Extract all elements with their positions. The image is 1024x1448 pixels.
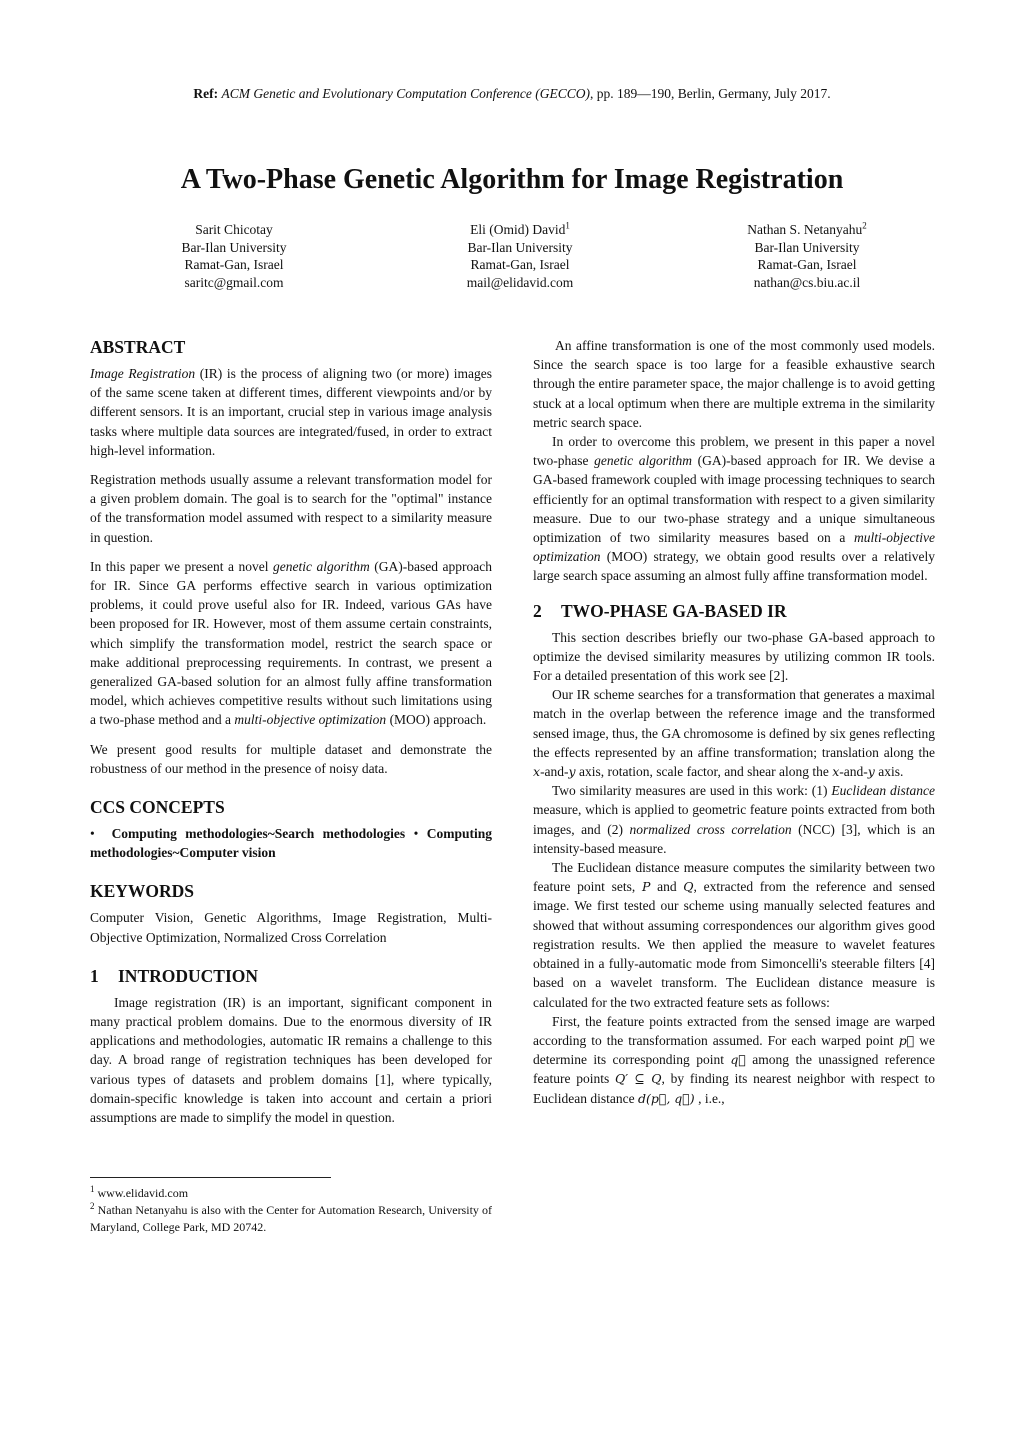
abstract-paragraph [90,364,492,460]
section2-text: axis. [874,764,904,780]
section2-text: (NCC) [3], which is an intensity-based measure. [533,821,935,856]
bullet: • [90,826,95,842]
author-name: Eli (Omid) David [470,222,566,237]
section2-text: we determine its corresponding point [533,1032,935,1068]
math-Q: Q [683,879,694,895]
right-column [533,336,935,1108]
footnote-text: Nathan Netanyahu is also with the Center for Automation Research, University of Maryland, College Park, MD 20742. [90,1203,492,1234]
abstract-paragraph [90,557,492,730]
section2-paragraph: This section describes briefly our two-phase GA-based approach to optimize the devised similarity measures by utilizing common IR tools. For a detailed presentation of this work see [2]. [533,629,935,684]
math-p-vector: p⃗ [898,1032,915,1048]
abstract-text: (GA)-based approach for IR. Since GA performs effective search in various optimization problems, it could prove useful also for IR. Indeed, various GAs have been proposed for IR. However, most of them assume certain constraints, which simplify the transformation model, restrict the search space or make additional preprocessing requirements. In contrast, we present a generalized GA-based solution for an almost fully affine transformation model, which achieves competitive results without such limitations using a two-phase method and a [90,558,492,728]
author-block-3 [697,221,917,291]
math-subset: Q′ ⊆ Q [614,1071,662,1087]
author-footnote-mark: 1 [565,220,570,231]
footnote-2 [90,1202,492,1236]
section2-text: axis, rotation, scale factor, and shear along the [575,764,833,780]
abstract-text: (MOO) approach. [386,712,487,728]
section-number: 2 [533,600,542,621]
section2-text: First, the feature points extracted from the sensed image are warped according to the transformation assumed. For each warped point [533,1013,935,1048]
term-genetic-algorithm: genetic algorithm [273,558,370,574]
footnote-1 [90,1185,492,1202]
math-q-vector: q⃗ [730,1052,746,1068]
author-email: saritc@gmail.com [184,274,284,290]
math-P: P [641,879,651,895]
math-y: y [568,764,576,780]
section2-paragraph [533,858,935,1012]
term-image-registration: Image Registration [90,366,196,381]
reference-details: , pp. 189—190, Berlin, Germany, July 2017. [589,86,831,101]
term-moo: multi-objective optimization [533,530,935,565]
author-location: Ramat-Gan, Israel [757,257,857,272]
section2-text: -and- [540,764,569,780]
author-affiliation: Bar-Ilan University [467,239,573,255]
ccs-item: Computing methodologies~Computer vision [90,826,493,861]
math-y: y [867,764,875,780]
footnote-mark: 1 [90,1184,95,1194]
footnotes [90,1185,492,1236]
section2-text: , i.e., [694,1090,725,1106]
section2-text: Two similarity measures are used in this work: (1) [552,783,832,799]
ccs-item: Computing methodologies~Search methodologies [111,826,406,842]
footnote-mark: 2 [90,1201,95,1211]
bullet: • [413,826,419,842]
section2-text: Our IR scheme searches for a transformation that generates a maximal match in the overlap between the reference image and the transformed sensed image, thus, the GA chromosome is defined by six genes reflecting the effects represented by an affine transformation; translation along the [533,687,935,760]
section2-text: measure, which is applied to geometric feature points extracted from both images, and (2) [533,802,935,837]
section2-text: The Euclidean distance measure computes the similarity between two feature point sets, [533,860,935,895]
author-footnote-mark: 2 [862,220,867,231]
intro-paragraph: An affine transformation is one of the most commonly used models. Since the search space is too large for a feasible exhaustive search through the entire parameter space, the major challenge is to avoid getting stuck at a local optimum when there are multiple extrema in the similarity metric search space. [533,338,935,430]
abstract-paragraph: Registration methods usually assume a relevant transformation model for a given problem domain. The goal is to search for the "optimal" instance of the transformation model assumed with respect to a similarity measure in question. [90,472,492,545]
reference-line [0,86,1024,102]
footnote-divider [90,1177,331,1178]
abstract-text: (IR) is the process of aligning two (or more) images of the same scene taken at different times, different viewpoints and/or by different sensors. It is an important, crucial step in various image analysis tasks where multiple data sources are integrated/fused, in order to extract high-level information. [90,366,492,458]
math-distance: d(p⃗, q⃗) [637,1090,695,1106]
section-2-heading [533,600,935,622]
abstract-paragraph: We present good results for multiple dataset and demonstrate the robustness of our method in the presence of noisy data. [90,741,492,776]
section2-text: , by finding its nearest neighbor with respect to Euclidean distance [533,1071,935,1106]
reference-label: Ref: [193,86,219,101]
abstract-heading: ABSTRACT [90,337,186,357]
ccs-heading: CCS CONCEPTS [90,797,225,818]
term-moo: multi-objective optimization [234,712,387,728]
author-block-1 [124,221,344,291]
paper-title: A Two-Phase Genetic Algorithm for Image Registration [180,164,844,195]
intro-paragraph [533,432,935,586]
intro-text: (GA)-based approach for IR. We devise a GA-based framework coupled with image processing techniques to search efficiently for an optimal transformation with respect to a given similarity measure. Due to our two-phase strategy and a unique simultaneous optimization of two similarity measures based on a [533,453,936,546]
reference-venue: ACM Genetic and Evolutionary Computation Conference (GECCO) [221,86,590,101]
keywords-heading: KEYWORDS [90,881,195,902]
term-ncc: normalized cross correlation [629,821,792,837]
intro-text: In order to overcome this problem, we present in this paper a novel two-phase [533,434,935,469]
term-euclidean-distance: Euclidean distance [831,783,935,799]
author-email: nathan@cs.biu.ac.il [753,274,861,290]
section-title: INTRODUCTION [118,965,259,986]
section2-paragraph [533,1012,935,1108]
abstract-text: In this paper we present a novel [90,558,274,574]
author-location: Ramat-Gan, Israel [470,257,570,272]
section2-text: -and- [839,764,868,780]
section-title: TWO-PHASE GA-BASED IR [561,600,787,621]
intro-text: (MOO) strategy, we obtain good results over a relatively large search space assuming an almost fully affine transformation model. [533,549,935,584]
section-1-heading [90,965,492,987]
author-location: Ramat-Gan, Israel [184,257,284,272]
intro-paragraph: Image registration (IR) is an important, significant component in many practical problem domains. Due to the enormous diversity of IR applications and methodologies, automatic IR remains a challenge to this day. A broad range of registration techniques has been developed for various types of datasets and problem domains [1], where typically, domain-specific knowledge is taken into account and certain a priori assumptions are made to simplify the model in question. [90,994,492,1126]
section2-paragraph [533,781,935,858]
term-genetic-algorithm: genetic algorithm [594,453,692,469]
author-affiliation: Bar-Ilan University [754,239,860,255]
author-name: Sarit Chicotay [195,222,273,237]
section2-paragraph [533,685,935,781]
section2-text: and [650,879,684,895]
section2-text: among the unassigned reference feature points [533,1052,935,1087]
author-block-2 [410,221,630,291]
section-number: 1 [90,965,99,986]
author-affiliation: Bar-Ilan University [181,239,287,255]
keywords-text: Computer Vision, Genetic Algorithms, Image Registration, Multi-Objective Optimization, Normalized Cross Correlation [90,910,492,945]
author-name: Nathan S. Netanyahu [747,222,863,237]
footnote-text: www.elidavid.com [94,1186,189,1200]
section2-text: , extracted from the reference and sensed image. We first tested our scheme using manually selected features and showed that without assuming correspondences our algorithm gives good registration results. We then applied the measure to wavelet features obtained in a fully-automatic mode from Simoncelli's steerable filters [4] based on a wavelet transform. The Euclidean distance measure is calculated for the two extracted feature sets as follows: [533,879,935,1010]
math-x: x [832,764,840,780]
math-x: x [533,764,541,780]
ccs-concepts [90,824,492,862]
author-email: mail@elidavid.com [466,274,574,290]
left-column [90,336,492,1127]
